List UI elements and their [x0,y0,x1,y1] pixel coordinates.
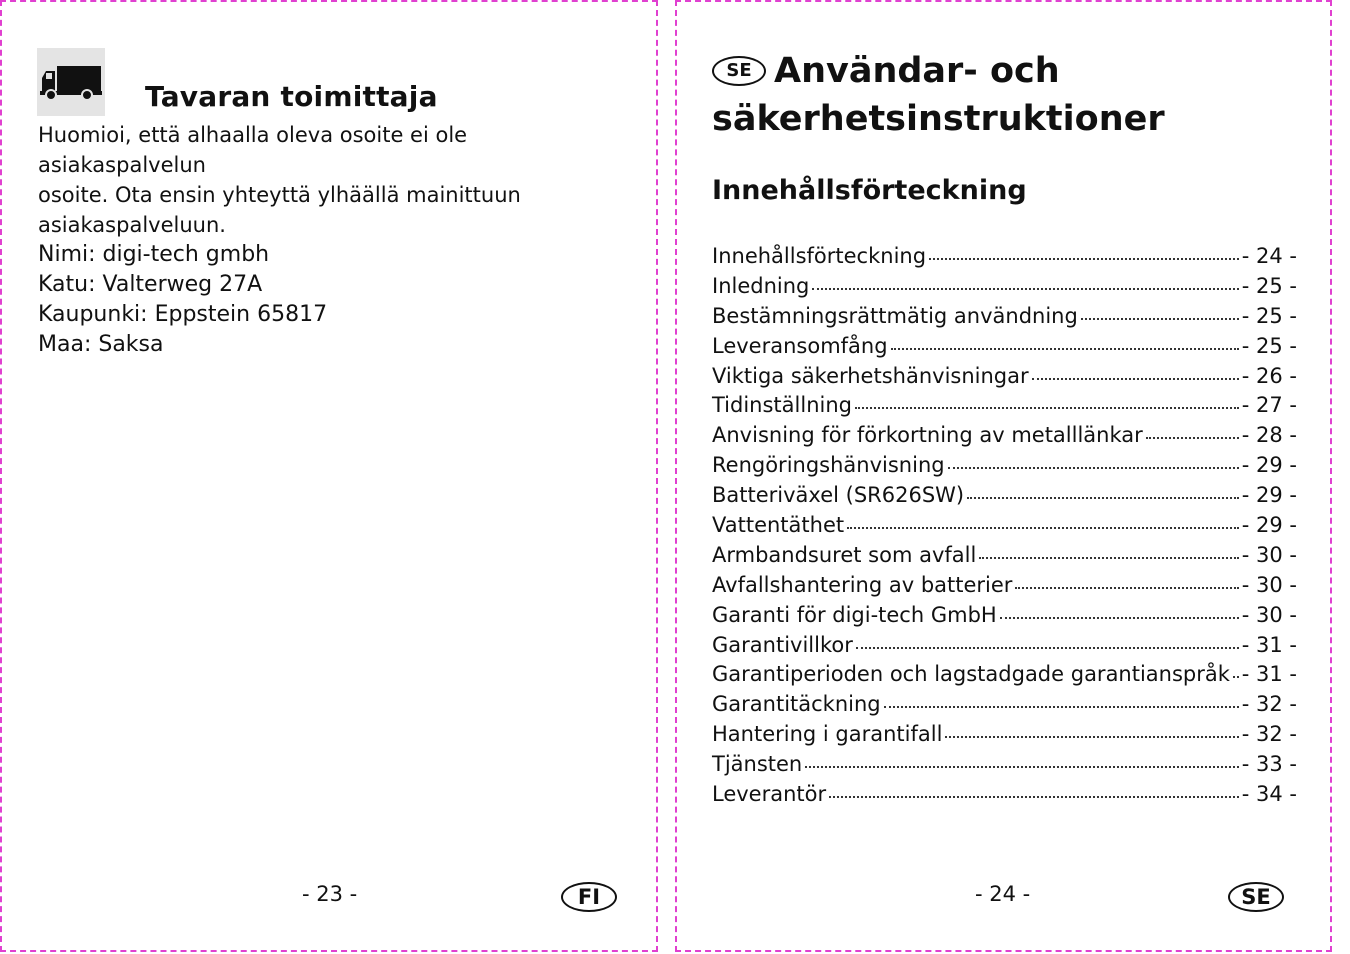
toc-entry-page: - 25 - [1241,303,1297,328]
toc-entry [712,272,1297,302]
toc-leader-dots [1032,378,1239,380]
toc-entry-page: - 30 - [1241,572,1297,597]
toc-entry [712,481,1297,511]
address-city: Kaupunki: Eppstein 65817 [38,302,328,327]
toc-entry [712,750,1297,780]
toc-entry [712,511,1297,541]
toc-entry-label: Tidinställning [712,393,852,418]
toc-entry-page: - 25 - [1241,273,1297,298]
toc-entry-page: - 33 - [1241,752,1297,777]
toc-leader-dots [891,348,1239,350]
toc-leader-dots [805,766,1239,768]
toc-entry-page: - 25 - [1241,333,1297,358]
toc-entry [712,541,1297,571]
toc-leader-dots [945,736,1238,738]
toc-entry [712,780,1297,810]
toc-entry-page: - 31 - [1241,662,1297,687]
toc-entry [712,451,1297,481]
right-page [675,0,1332,952]
note-line: Huomioi, että alhaalla oleva osoite ei ole asiakaspalvelun [38,123,468,177]
toc-entry-page: - 27 - [1241,393,1297,418]
toc-entry [712,571,1297,601]
toc-leader-dots [855,407,1239,409]
delivery-note [38,120,638,240]
toc-entry-label: Avfallshantering av batterier [712,572,1013,597]
toc-entry-label: Garantivillkor [712,632,853,657]
toc-entry-label: Inledning [712,273,810,298]
toc-entry [712,362,1297,392]
toc-entry [712,601,1297,631]
toc-leader-dots [1000,617,1239,619]
toc-entry-label: Bestämningsrättmätig användning [712,303,1078,328]
left-page [0,0,658,952]
page-title [712,47,1312,143]
toc-entry [712,720,1297,750]
toc-entry-page: - 30 - [1241,602,1297,627]
toc-entry-label: Anvisning för förkortning av metalllänkar [712,423,1143,448]
toc-leader-dots [847,527,1239,529]
toc-leader-dots [948,467,1239,469]
toc-entry-page: - 29 - [1241,483,1297,508]
toc-leader-dots [1146,437,1239,439]
toc-entry-label: Garanti för digi-tech GmbH [712,602,997,627]
toc-entry-page: - 29 - [1241,453,1297,478]
toc-leader-dots [967,497,1239,499]
address-name: Nimi: digi-tech gmbh [38,242,270,267]
toc-entry-page: - 32 - [1241,722,1297,747]
toc-leader-dots [979,557,1238,559]
note-line: asiakaspalveluun. [38,213,226,237]
address-country: Maa: Saksa [38,332,164,357]
language-badge-se-title: SE [712,56,766,86]
toc-leader-dots [929,258,1239,260]
toc-entry-page: - 24 - [1241,244,1297,268]
toc-entry-label: Leverantör [712,782,827,807]
note-line: osoite. Ota ensin yhteyttä ylhäällä mainittuun [38,183,521,207]
toc-entry-label: Armbandsuret som avfall [712,542,977,567]
toc-entry-page: - 34 - [1241,782,1297,807]
toc-entry-page: - 32 - [1241,692,1297,717]
toc-entry-label: Hantering i garantifall [712,722,943,747]
toc-entry-page: - 26 - [1241,363,1297,388]
toc-entry-label: Viktiga säkerhetshänvisningar [712,363,1029,388]
page-number: - 24 - [975,882,1031,906]
address-street: Katu: Valterweg 27A [38,272,263,297]
toc-leader-dots [829,796,1239,798]
title-line-1: Användar- och [774,51,1060,91]
toc-entry [712,690,1297,720]
toc-heading: Innehållsförteckning [712,175,1027,206]
toc-entry [712,421,1297,451]
page-number: - 23 - [302,882,358,906]
toc-leader-dots [812,288,1238,290]
toc-entry-label: Garantiperioden och lagstadgade garantianspråk [712,662,1230,687]
toc-entry-page: - 29 - [1241,513,1297,538]
section-title: Tavaran toimittaja [145,80,438,113]
toc-leader-dots [1233,676,1239,678]
toc-entry [712,332,1297,362]
toc-entry-page: - 28 - [1241,423,1297,448]
toc-entry-page: - 31 - [1241,632,1297,657]
toc-entry-label: Garantitäckning [712,692,881,717]
truck-icon [37,48,105,116]
toc-entry-page: - 30 - [1241,542,1297,567]
toc-leader-dots [1081,318,1239,320]
toc-leader-dots [884,706,1239,708]
toc-entry [712,391,1297,421]
language-badge-se: SE [1228,882,1284,912]
toc-entry [712,242,1297,272]
table-of-contents [712,242,1297,810]
toc-entry [712,660,1297,690]
toc-entry-label: Innehållsförteckning [712,244,927,268]
toc-entry [712,631,1297,661]
toc-entry-label: Batteriväxel (SR626SW) [712,483,965,508]
title-line-2: säkerhetsinstruktioner [712,99,1165,139]
toc-entry-label: Vattentäthet [712,513,845,538]
toc-entry-label: Rengöringshänvisning [712,453,945,478]
language-badge-fi: FI [561,882,617,912]
supplier-address [38,240,327,360]
toc-entry [712,302,1297,332]
toc-leader-dots [1015,587,1238,589]
toc-entry-label: Tjänsten [712,752,803,777]
toc-entry-label: Leveransomfång [712,333,888,358]
toc-leader-dots [856,647,1239,649]
